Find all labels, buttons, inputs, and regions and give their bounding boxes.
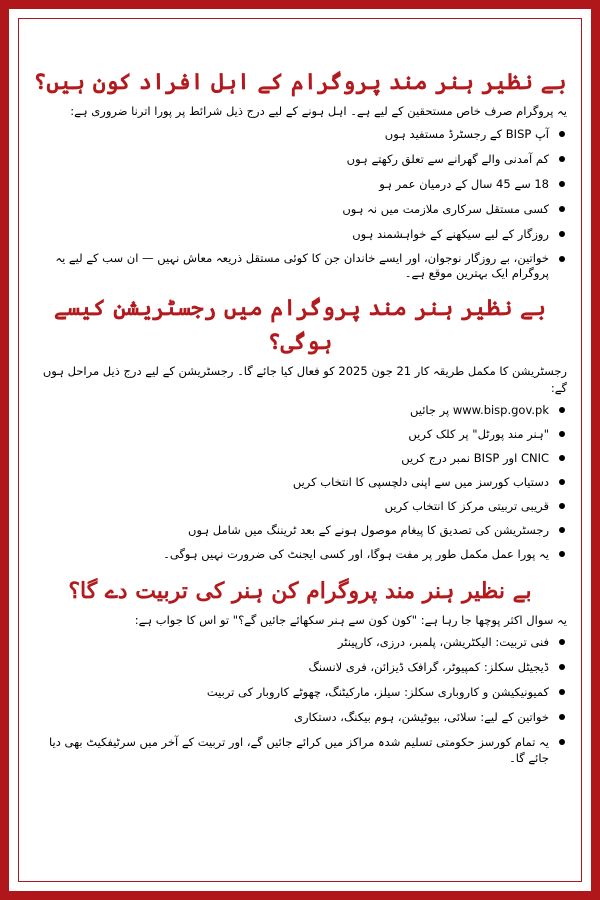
training-heading: بے نظیر ہنر مند پروگرام کن ہنر کی تربیت دے گا؟ <box>68 578 532 604</box>
registration-heading: بے نظیر ہنر مند پروگرام میں رجسٹریشن کیسے ہوگی؟ <box>54 295 546 355</box>
list-item <box>33 151 567 167</box>
document-body <box>18 18 582 882</box>
list-item-text: آپ BISP کے رجسٹرڈ مستفید ہوں <box>384 127 549 141</box>
list-item <box>33 546 567 562</box>
bullet-icon <box>559 407 565 413</box>
list-item-text: دستیاب کورسز میں سے اپنی دلچسپی کا انتخاب کریں <box>292 475 549 489</box>
bullet-icon <box>559 527 565 533</box>
bullet-icon <box>559 739 565 745</box>
list-item-text: کمیونیکیشن و کاروباری سکلز: سیلز، مارکیٹنگ، چھوٹے کاروبار کی تربیت <box>206 685 549 699</box>
list-item-text: کسی مستقل سرکاری ملازمت میں نہ ہوں <box>342 202 549 216</box>
bullet-icon <box>559 156 565 162</box>
list-item-text: فنی تربیت: الیکٹریشن، پلمبر، درزی، کارپینٹر <box>337 635 549 649</box>
list-item-text: یہ تمام کورسز حکومتی تسلیم شدہ مراکز میں کرائے جائیں گے، اور تربیت کے آخر میں سرٹیفکیٹ بھی دیا جائے گا۔ <box>49 735 549 765</box>
list-item <box>33 734 567 766</box>
bullet-icon <box>559 131 565 137</box>
bullet-icon <box>559 551 565 557</box>
bullet-icon <box>559 503 565 509</box>
list-item <box>33 126 567 142</box>
list-item <box>33 522 567 538</box>
list-item <box>33 684 567 700</box>
list-item <box>33 426 567 442</box>
bullet-icon <box>559 431 565 437</box>
bullet-icon <box>559 664 565 670</box>
bullet-icon <box>559 479 565 485</box>
list-item <box>33 176 567 192</box>
registration-steps-list <box>33 402 567 562</box>
list-item <box>33 226 567 242</box>
list-item-text: 18 سے 45 سال کے درمیان عمر ہو <box>379 177 549 191</box>
list-item <box>33 474 567 490</box>
list-item <box>33 251 567 281</box>
list-item-text: www.bisp.gov.pk پر جائیں <box>409 403 549 417</box>
eligibility-list <box>33 126 567 281</box>
eligibility-intro: یہ پروگرام صرف خاص مستحقین کے لیے ہے۔ اہل ہونے کے لیے درج ذیل شرائط پر پورا اترنا ضروری ہے: <box>70 104 567 118</box>
list-item <box>33 201 567 217</box>
list-item <box>33 659 567 675</box>
bullet-icon <box>559 231 565 237</box>
bullet-icon <box>559 689 565 695</box>
training-skills-list <box>33 634 567 766</box>
list-item <box>33 498 567 514</box>
list-item-text: قریبی تربیتی مرکز کا انتخاب کریں <box>384 499 549 513</box>
eligibility-heading: بے نظیر ہنر مند پروگرام کے اہل افراد کون ہیں؟ <box>33 69 567 95</box>
bullet-icon <box>559 455 565 461</box>
list-item-text: CNIC اور BISP نمبر درج کریں <box>401 451 549 465</box>
bullet-icon <box>559 206 565 212</box>
list-item <box>33 450 567 466</box>
registration-intro: رجسٹریشن کا مکمل طریقہ کار 21 جون 2025 کو فعال کیا جائے گا۔ رجسٹریشن کے لیے درج ذیل مراحل ہوں گے: <box>42 364 567 395</box>
list-item-text: خواتین، بے روزگار نوجوان، اور ایسے خاندان جن کا کوئی مستقل ذریعہ معاش نہیں — ان سب کے لیے یہ پروگرام ایک بہترین موقع ہے۔ <box>55 251 549 280</box>
list-item-text: روزگار کے لیے سیکھنے کے خواہشمند ہوں <box>352 227 549 241</box>
list-item-text: یہ پورا عمل مکمل طور پر مفت ہوگا، اور کسی ایجنٹ کی ضرورت نہیں ہوگی۔ <box>163 547 549 561</box>
list-item <box>33 402 567 418</box>
list-item-text: خواتین کے لیے: سلائی، بیوٹیشن، ہوم بیکنگ، دستکاری <box>294 710 549 724</box>
bullet-icon <box>559 714 565 720</box>
bullet-icon <box>559 181 565 187</box>
list-item-text: "ہنر مند پورٹل" پر کلک کریں <box>408 427 549 441</box>
list-item-text: ڈیجیٹل سکلز: کمپیوٹر، گرافک ڈیزائن، فری لانسنگ <box>308 660 549 674</box>
list-item-text: رجسٹریشن کی تصدیق کا پیغام موصول ہونے کے بعد ٹریننگ میں شامل ہوں <box>188 523 549 537</box>
list-item <box>33 634 567 650</box>
list-item <box>33 709 567 725</box>
bullet-icon <box>559 256 565 262</box>
bullet-icon <box>559 639 565 645</box>
list-item-text: کم آمدنی والے گھرانے سے تعلق رکھتے ہوں <box>346 152 549 166</box>
training-intro: یہ سوال اکثر پوچھا جا رہا ہے: "کون کون سے ہنر سکھائے جائیں گے؟" تو اس کا جواب ہے: <box>134 613 567 627</box>
